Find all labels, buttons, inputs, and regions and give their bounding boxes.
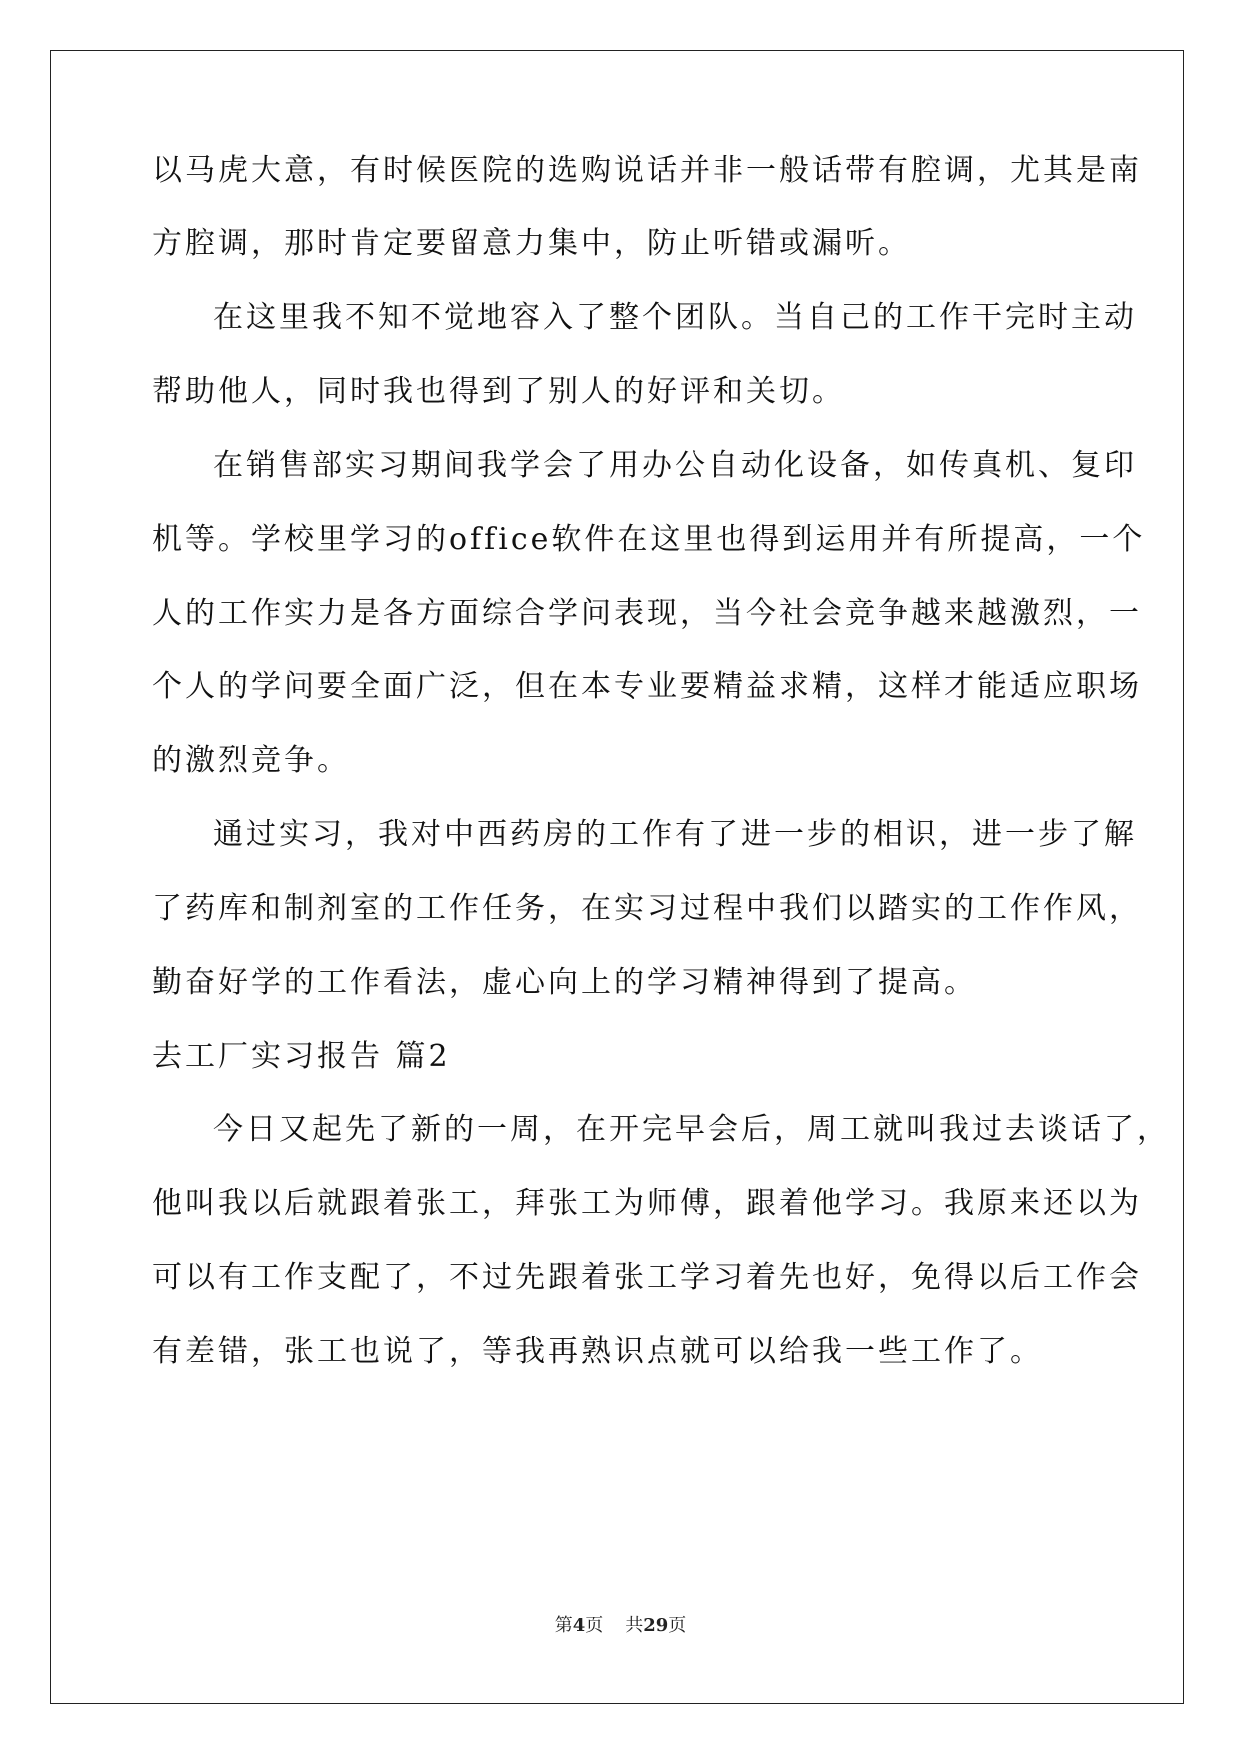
paragraph-line: 个人的学问要全面广泛，但在本专业要精益求精，这样才能适应职场 [152,669,1142,704]
page-footer [0,1614,1241,1638]
paragraph-line: 方腔调，那时肯定要留意力集中，防止听错或漏听。 [152,226,911,261]
paragraph-line: 他叫我以后就跟着张工，拜张工为师傅，跟着他学习。我原来还以为 [152,1186,1142,1221]
paragraph-line: 在这里我不知不觉地容入了整个团队。当自己的工作干完时主动 [213,300,1137,335]
paragraph-line: 的激烈竞争。 [152,743,350,778]
page-suffix: 页 [585,1615,604,1636]
paragraph-line: 了药库和制剂室的工作任务，在实习过程中我们以踏实的工作作风， [152,891,1142,926]
paragraph-line: 人的工作实力是各方面综合学问表现，当今社会竞争越来越激烈，一 [152,596,1142,631]
paragraph-line: 以马虎大意，有时候医院的选购说话并非一般话带有腔调，尤其是南 [152,153,1142,188]
paragraph-line: 帮助他人，同时我也得到了别人的好评和关切。 [152,374,845,409]
paragraph-line: 有差错，张工也说了，等我再熟识点就可以给我一些工作了。 [152,1334,1043,1369]
page-number: 4 [572,1615,586,1636]
paragraph-line: 在销售部实习期间我学会了用办公自动化设备，如传真机、复印 [213,448,1137,483]
total-suffix: 页 [668,1615,687,1636]
paragraph-line: 今日又起先了新的一周，在开完早会后，周工就叫我过去谈话了， [213,1112,1170,1147]
paragraph-line: 机等。学校里学习的office软件在这里也得到运用并有所提高，一个 [152,522,1146,557]
section-heading: 去工厂实习报告 篇2 [152,1039,451,1074]
total-pages: 29 [643,1615,669,1636]
paragraph-line: 可以有工作支配了，不过先跟着张工学习着先也好，免得以后工作会 [152,1260,1142,1295]
paragraph-line: 通过实习，我对中西药房的工作有了进一步的相识，进一步了解 [213,817,1137,852]
page-prefix: 第 [554,1615,573,1636]
paragraph-line: 勤奋好学的工作看法，虚心向上的学习精神得到了提高。 [152,965,977,1000]
total-prefix: 共 [625,1615,644,1636]
